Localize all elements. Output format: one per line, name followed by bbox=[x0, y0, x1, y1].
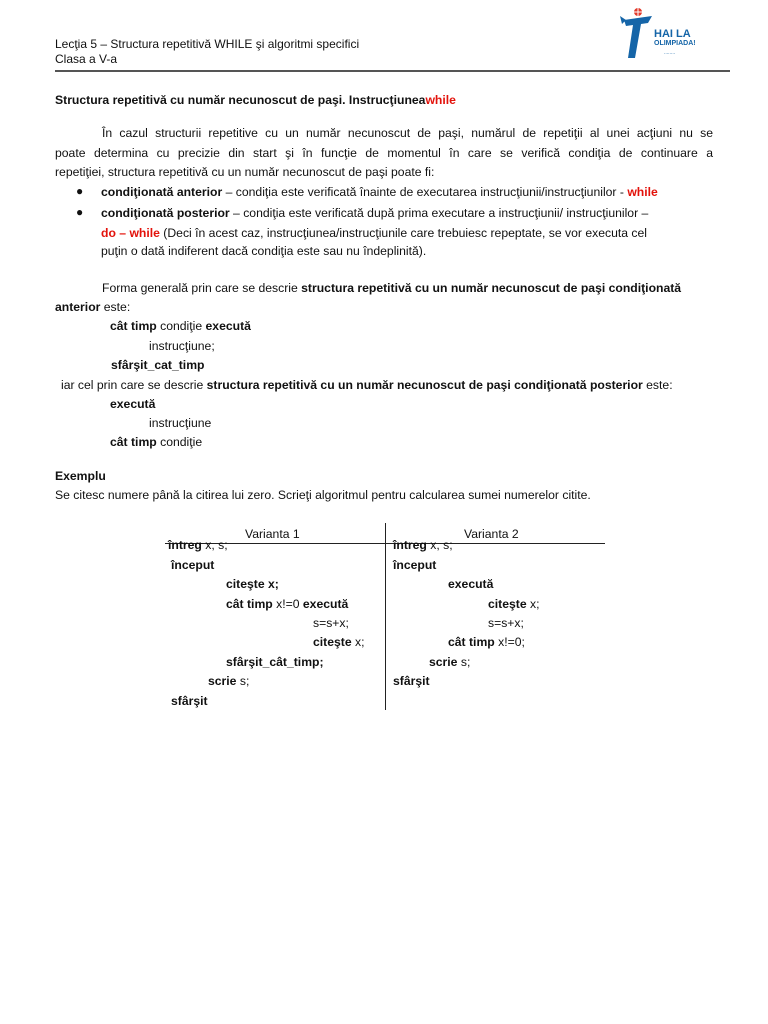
bullet-item-2-cont bbox=[101, 226, 647, 240]
bullet-dot: ● bbox=[76, 184, 84, 198]
v2-read bbox=[488, 597, 540, 611]
table-divider-vertical bbox=[385, 523, 386, 710]
logo-text: HAI LA bbox=[654, 28, 691, 40]
while-end: sfârşit_cat_timp bbox=[111, 358, 205, 372]
v2-do-keyword: execută bbox=[448, 577, 494, 591]
do-while-line bbox=[110, 435, 202, 449]
general-form-este: este: bbox=[100, 300, 131, 314]
bullet-2-term: condiţionată posterior bbox=[101, 206, 230, 220]
v1-read-keyword: citeşte bbox=[226, 577, 265, 591]
table-header-variant-2: Varianta 2 bbox=[464, 527, 519, 541]
v1-write-keyword: scrie bbox=[208, 674, 237, 688]
v1-decl-keyword: întreg bbox=[168, 538, 202, 552]
v1-decl-vars: x, s; bbox=[201, 538, 228, 552]
table-header-variant-1: Varianta 1 bbox=[245, 527, 300, 541]
v2-read-keyword: citeşte bbox=[488, 597, 527, 611]
v1-write bbox=[208, 674, 249, 688]
bullet-1-term: condiţionată anterior bbox=[101, 185, 223, 199]
general-form-line-2 bbox=[55, 300, 130, 314]
section-title-keyword: while bbox=[425, 93, 456, 107]
bullet-2-keyword: do – while bbox=[101, 226, 160, 240]
bullet-item-1 bbox=[101, 185, 658, 199]
v1-while-keyword: cât timp bbox=[226, 597, 273, 611]
v1-read2-var: x; bbox=[351, 635, 365, 649]
v2-write bbox=[429, 655, 470, 669]
do-while-keyword: cât timp bbox=[110, 435, 157, 449]
while-condition: condiţie bbox=[156, 319, 206, 333]
while-body: instrucţiune; bbox=[149, 339, 215, 353]
while-syntax-line bbox=[110, 319, 251, 333]
v2-read-var: x; bbox=[526, 597, 540, 611]
v2-while-condition: x!=0; bbox=[494, 635, 525, 649]
v2-begin: început bbox=[393, 558, 437, 572]
posterior-line bbox=[61, 378, 673, 392]
v1-sum: s=s+x; bbox=[313, 616, 349, 630]
header-rule bbox=[55, 70, 730, 72]
while-keyword: cât timp bbox=[110, 319, 157, 333]
section-title-text: Structura repetitivă cu număr necunoscut de paşi. Instrucţiunea bbox=[55, 93, 426, 107]
do-while-condition: condiţie bbox=[156, 435, 203, 449]
bullet-2-text: – condiţia este verificată după prima executare a instrucţiunii/ instrucţiunilor – bbox=[229, 206, 649, 220]
v1-write-var: s; bbox=[236, 674, 250, 688]
v1-read-2 bbox=[313, 635, 365, 649]
v2-declaration bbox=[393, 538, 453, 552]
v1-while bbox=[226, 597, 348, 611]
v2-end: sfârşit bbox=[393, 674, 430, 688]
general-form-line-1 bbox=[102, 281, 681, 295]
v2-write-var: s; bbox=[457, 655, 471, 669]
bullet-1-text: – condiţia este verificată înainte de executarea instrucţiunii/instrucţiunilor - bbox=[222, 185, 628, 199]
example-text: Se citesc numere până la citirea lui zero. Scrieţi algoritmul pentru calcularea sumei numerelor citite. bbox=[55, 488, 591, 502]
example-title: Exemplu bbox=[55, 469, 106, 483]
v1-execute-keyword: execută bbox=[302, 597, 349, 611]
section-title bbox=[55, 93, 456, 107]
v2-sum: s=s+x; bbox=[488, 616, 524, 630]
while-execute-keyword: execută bbox=[205, 319, 251, 333]
v2-write-keyword: scrie bbox=[429, 655, 458, 669]
v2-decl-vars: x, s; bbox=[426, 538, 453, 552]
bullet-dot: ● bbox=[76, 205, 84, 219]
v2-while-keyword: cât timp bbox=[448, 635, 495, 649]
header-lesson-title: Lecţia 5 – Structura repetitivă WHILE şi algoritmi specifici bbox=[55, 37, 360, 51]
v1-read2-keyword: citeşte bbox=[313, 635, 352, 649]
v2-while bbox=[448, 635, 525, 649]
v1-end-while: sfârşit_cât_timp; bbox=[226, 655, 324, 669]
v1-declaration bbox=[168, 538, 228, 552]
posterior-este: este: bbox=[642, 378, 673, 392]
v1-read bbox=[226, 577, 279, 591]
v1-end: sfârşit bbox=[171, 694, 208, 708]
intro-line-3: repetiţiei, structura repetitivă cu un număr necunoscut de paşi poate fi: bbox=[55, 165, 435, 179]
v1-read-var: x; bbox=[264, 577, 279, 591]
table-divider-horizontal bbox=[165, 543, 605, 544]
header-class: Clasa a V-a bbox=[55, 52, 118, 66]
general-form-text: Forma generală prin care se descrie bbox=[102, 281, 302, 295]
do-body: instrucţiune bbox=[149, 416, 212, 430]
bullet-2-cont2: puţin o dată indiferent dacă condiţia este sau nu îndeplinită). bbox=[101, 244, 427, 258]
posterior-bold: structura repetitivă cu un număr necunoscut de paşi condiţionată posterior bbox=[206, 378, 643, 392]
v1-begin: început bbox=[171, 558, 215, 572]
bullet-item-2 bbox=[101, 206, 648, 220]
intro-line-2: poate determina cu precizie din start şi în funcţie de momentul în care se verifică condiţia de continuare a bbox=[55, 146, 713, 160]
general-form-anterior: anterior bbox=[55, 300, 101, 314]
v1-while-condition: x!=0 bbox=[272, 597, 303, 611]
bullet-2-cont1: (Deci în acest caz, instrucţiunea/instrucţiunile care trebuiesc repeptate, se vor executa cel bbox=[159, 226, 647, 240]
general-form-bold: structura repetitivă cu un număr necunoscut de paşi condiţionată bbox=[301, 281, 682, 295]
bullet-1-keyword: while bbox=[627, 185, 658, 199]
posterior-text: iar cel prin care se descrie bbox=[61, 378, 207, 392]
logo-text-2: OLIMPIADA! bbox=[654, 40, 696, 47]
intro-line-1: În cazul structurii repetitive cu un număr necunoscut de paşi, numărul de repetiţii al unei acţiuni nu se bbox=[102, 126, 713, 140]
logo-text-3: ........ bbox=[664, 50, 676, 56]
do-keyword: execută bbox=[110, 397, 156, 411]
v2-decl-keyword: întreg bbox=[393, 538, 427, 552]
